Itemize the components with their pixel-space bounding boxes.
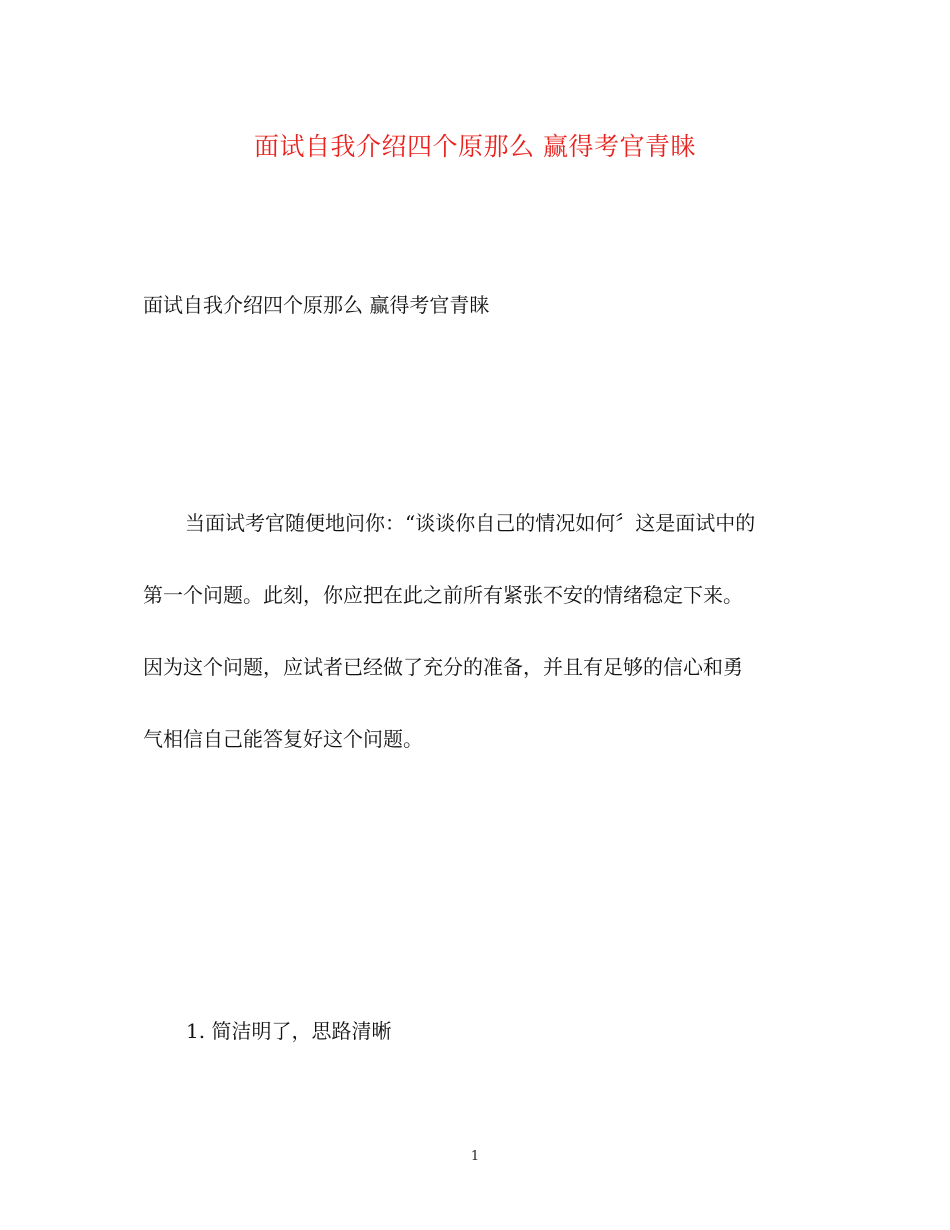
paragraph-line: 因为这个问题，应试者已经做了充分的准备，并且有足够的信心和勇 — [143, 655, 743, 679]
page-number: 1 — [470, 1149, 480, 1164]
paragraph-line: 气相信自己能答复好这个问题。 — [143, 727, 423, 751]
section-heading: 1. 简洁明了，思路清晰 — [186, 1019, 392, 1043]
document-title: 面试自我介绍四个原那么 赢得考官青睐 — [254, 132, 696, 161]
intro-paragraph — [143, 508, 813, 796]
paragraph-line: 第一个问题。此刻，你应把在此之前所有紧张不安的情绪稳定下来。 — [143, 583, 743, 607]
document-subtitle: 面试自我介绍四个原那么 赢得考官青睐 — [143, 293, 490, 317]
paragraph-line: 当面试考官随便地问你：“谈谈你自己的情况如何〞这是面试中的 — [185, 511, 756, 535]
